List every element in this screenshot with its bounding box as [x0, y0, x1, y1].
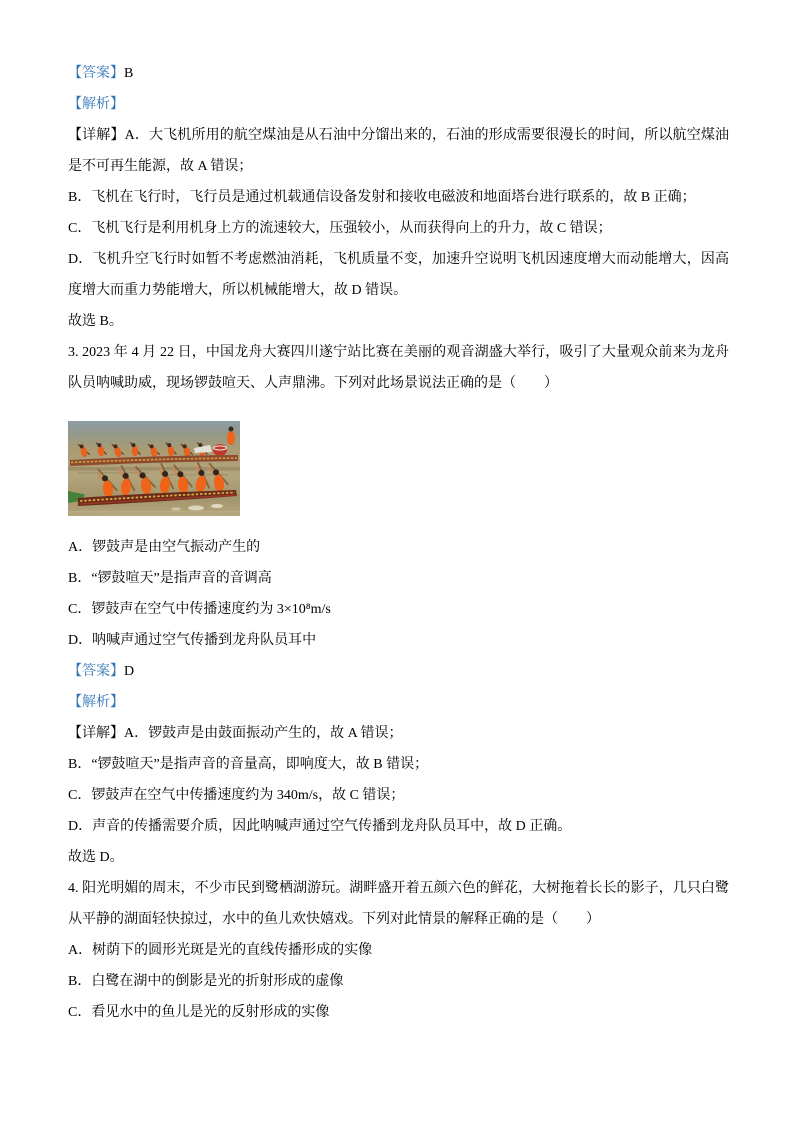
q2-answer-value: B — [124, 66, 134, 81]
q2-answer-line — [68, 58, 729, 89]
q2-detail-d: D．飞机升空飞行时如暂不考虑燃油消耗，飞机质量不变，加速升空说明飞机因速度增大而动能增大，因高度增大而重力势能增大，所以机械能增大，故 D 错误。 — [68, 252, 729, 298]
q3-detail-d: D．声音的传播需要介质，因此呐喊声通过空气传播到龙舟队员耳中，故 D 正确。 — [68, 819, 572, 834]
q3-answer-value: D — [124, 664, 135, 679]
q3-detail-a: 【详解】A．锣鼓声是由鼓面振动产生的，故 A 错误； — [68, 726, 403, 741]
dragon-boat-photo-graphic — [68, 421, 240, 516]
q2-conclusion: 故选 B。 — [68, 314, 123, 329]
q4-option-c: C．看见水中的鱼儿是光的反射形成的实像 — [68, 1005, 330, 1020]
q3-stem: 3. 2023 年 4 月 22 日，中国龙舟大赛四川遂宁站比赛在美丽的观音湖盛大举行，吸引了大量观众前来为龙舟队员呐喊助威，现场锣鼓喧天、人声鼎沸。下列对此场景说法正确的是（ ） — [68, 345, 729, 391]
q3-option-a: A．锣鼓声是由空气振动产生的 — [68, 540, 261, 555]
q3-analysis-line — [68, 687, 729, 718]
q2-detail-b: B．飞机在飞行时，飞行员是通过机载通信设备发射和接收电磁波和地面塔台进行联系的，故 B 正确； — [68, 190, 696, 205]
q3-answer-label: 【答案】 — [68, 664, 124, 679]
q4-option-a: A．树荫下的圆形光斑是光的直线传播形成的实像 — [68, 943, 373, 958]
q2-analysis-line — [68, 89, 729, 120]
q4-option-b: B．白鹭在湖中的倒影是光的折射形成的虚像 — [68, 974, 344, 989]
q3-dragon-boat-photo — [68, 421, 240, 516]
q3-option-c: C．锣鼓声在空气中传播速度约为 3×10⁸m/s — [68, 602, 331, 617]
q2-answer-label: 【答案】 — [68, 66, 124, 81]
q3-detail-c: C．锣鼓声在空气中传播速度约为 340m/s，故 C 错误； — [68, 788, 405, 803]
q3-detail-b: B．“锣鼓喧天”是指声音的音量高，即响度大，故 B 错误； — [68, 757, 429, 772]
q3-analysis-label: 【解析】 — [68, 695, 124, 710]
q2-detail-c: C．飞机飞行是利用机身上方的流速较大，压强较小，从而获得向上的升力，故 C 错误； — [68, 221, 612, 236]
q2-detail-a: 【详解】A．大飞机所用的航空煤油是从石油中分馏出来的，石油的形成需要很漫长的时间，所以航空煤油是不可再生能源，故 A 错误； — [68, 128, 729, 174]
q3-option-d: D．呐喊声通过空气传播到龙舟队员耳中 — [68, 633, 317, 648]
q3-conclusion: 故选 D。 — [68, 850, 124, 865]
q2-analysis-label: 【解析】 — [68, 97, 124, 112]
q3-answer-line — [68, 656, 729, 687]
q3-option-b: B．“锣鼓喧天”是指声音的音调高 — [68, 571, 272, 586]
q4-stem: 4. 阳光明媚的周末，不少市民到鹭栖湖游玩。湖畔盛开着五颜六色的鲜花，大树拖着长长的影子，几只白鹭从平静的湖面轻快掠过，水中的鱼儿欢快嬉戏。下列对此情景的解释正确的是（ ） — [68, 881, 729, 927]
